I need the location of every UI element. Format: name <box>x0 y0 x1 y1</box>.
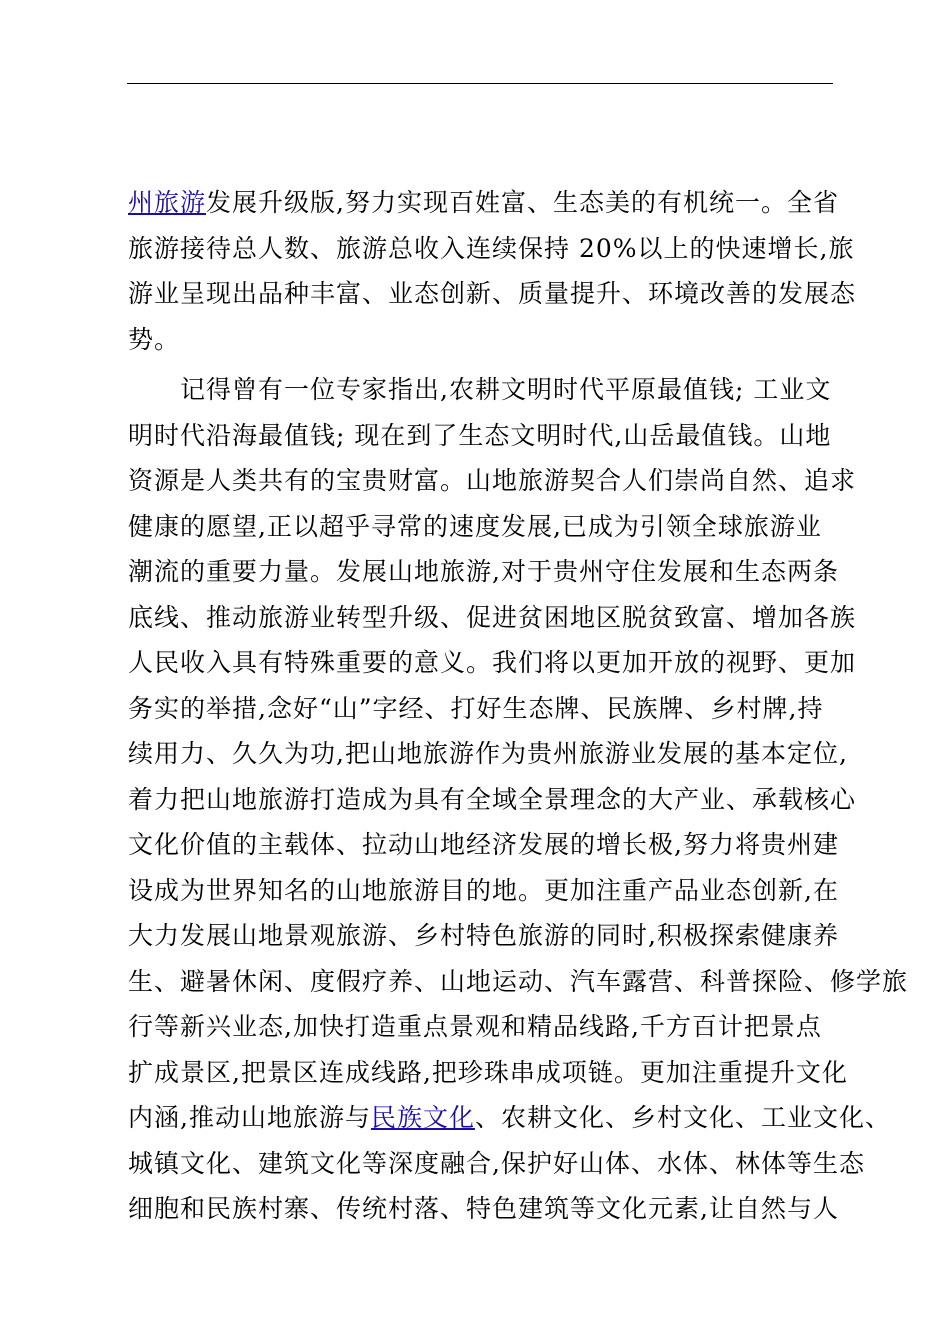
document-body <box>128 180 909 1232</box>
text-line: 续用力、久久为功,把山地旅游作为贵州旅游业发展的基本定位, <box>128 739 848 768</box>
text-line: 旅游接待总人数、旅游总收入连续保持 20%以上的快速增长,旅 <box>128 233 855 263</box>
text-line: 游业呈现出品种丰富、业态创新、质量提升、环境改善的发展态 <box>128 279 857 308</box>
paragraph-2 <box>128 367 909 1232</box>
text-line: 底线、推动旅游业转型升级、促进贫困地区脱贫致富、增加各族 <box>128 602 857 632</box>
text-line: 设成为世界知名的山地旅游目的地。更加注重产品业态创新,在 <box>128 875 839 905</box>
text-line: 资源是人类共有的宝贵财富。山地旅游契合人们崇尚自然、追求 <box>128 466 857 495</box>
text-line: 务实的举措,念好“山”字经、打好生态牌、民族牌、乡村牌,持 <box>128 693 824 723</box>
text-segment: 发展升级版,努力实现百姓富、生态美的有机统一。全省 <box>206 188 839 217</box>
text-line: 城镇文化、建筑文化等深度融合,保护好山体、水体、林体等生态 <box>128 1148 865 1178</box>
text-line: 记得曾有一位专家指出,农耕文明时代平原最值钱; 工业文 <box>128 375 832 404</box>
text-line <box>128 1095 891 1141</box>
text-line: 生、避暑休闲、度假疗养、山地运动、汽车露营、科普探险、修学旅 <box>128 966 909 996</box>
header-rule <box>127 83 833 84</box>
text-line: 大力发展山地景观旅游、乡村特色旅游的同时,积极探索健康养 <box>128 921 839 950</box>
link-ethnic-culture[interactable]: 民族文化 <box>370 1103 475 1132</box>
text-line: 健康的愿望,正以超乎寻常的速度发展,已成为引领全球旅游业 <box>128 511 822 541</box>
text-line: 势。 <box>128 324 181 354</box>
text-line: 着力把山地旅游打造成为具有全域全景理念的大产业、承载核心 <box>128 784 857 814</box>
text-line: 行等新兴业态,加快打造重点景观和精品线路,千方百计把景点 <box>128 1012 822 1041</box>
text-line: 潮流的重要力量。发展山地旅游,对于贵州守住发展和生态两条 <box>128 557 839 586</box>
text-line: 明时代沿海最值钱; 现在到了生态文明时代,山岳最值钱。山地 <box>128 420 832 450</box>
paragraph-1 <box>128 180 857 362</box>
text-line: 人民收入具有特殊重要的意义。我们将以更加开放的视野、更加 <box>128 648 857 677</box>
text-line: 扩成景区,把景区连成线路,把珍珠串成项链。更加注重提升文化 <box>128 1057 848 1087</box>
text-line: 文化价值的主载体、拉动山地经济发展的增长极,努力将贵州建 <box>128 830 839 859</box>
text-segment: 、农耕文化、乡村文化、工业文化、 <box>474 1103 891 1132</box>
text-line: 细胞和民族村寨、传统村落、特色建筑等文化元素,让自然与人 <box>128 1194 839 1223</box>
link-guizhou-tourism[interactable]: 州旅游 <box>128 188 207 217</box>
text-line <box>128 180 839 226</box>
text-segment: 内涵,推动山地旅游与 <box>128 1103 371 1132</box>
